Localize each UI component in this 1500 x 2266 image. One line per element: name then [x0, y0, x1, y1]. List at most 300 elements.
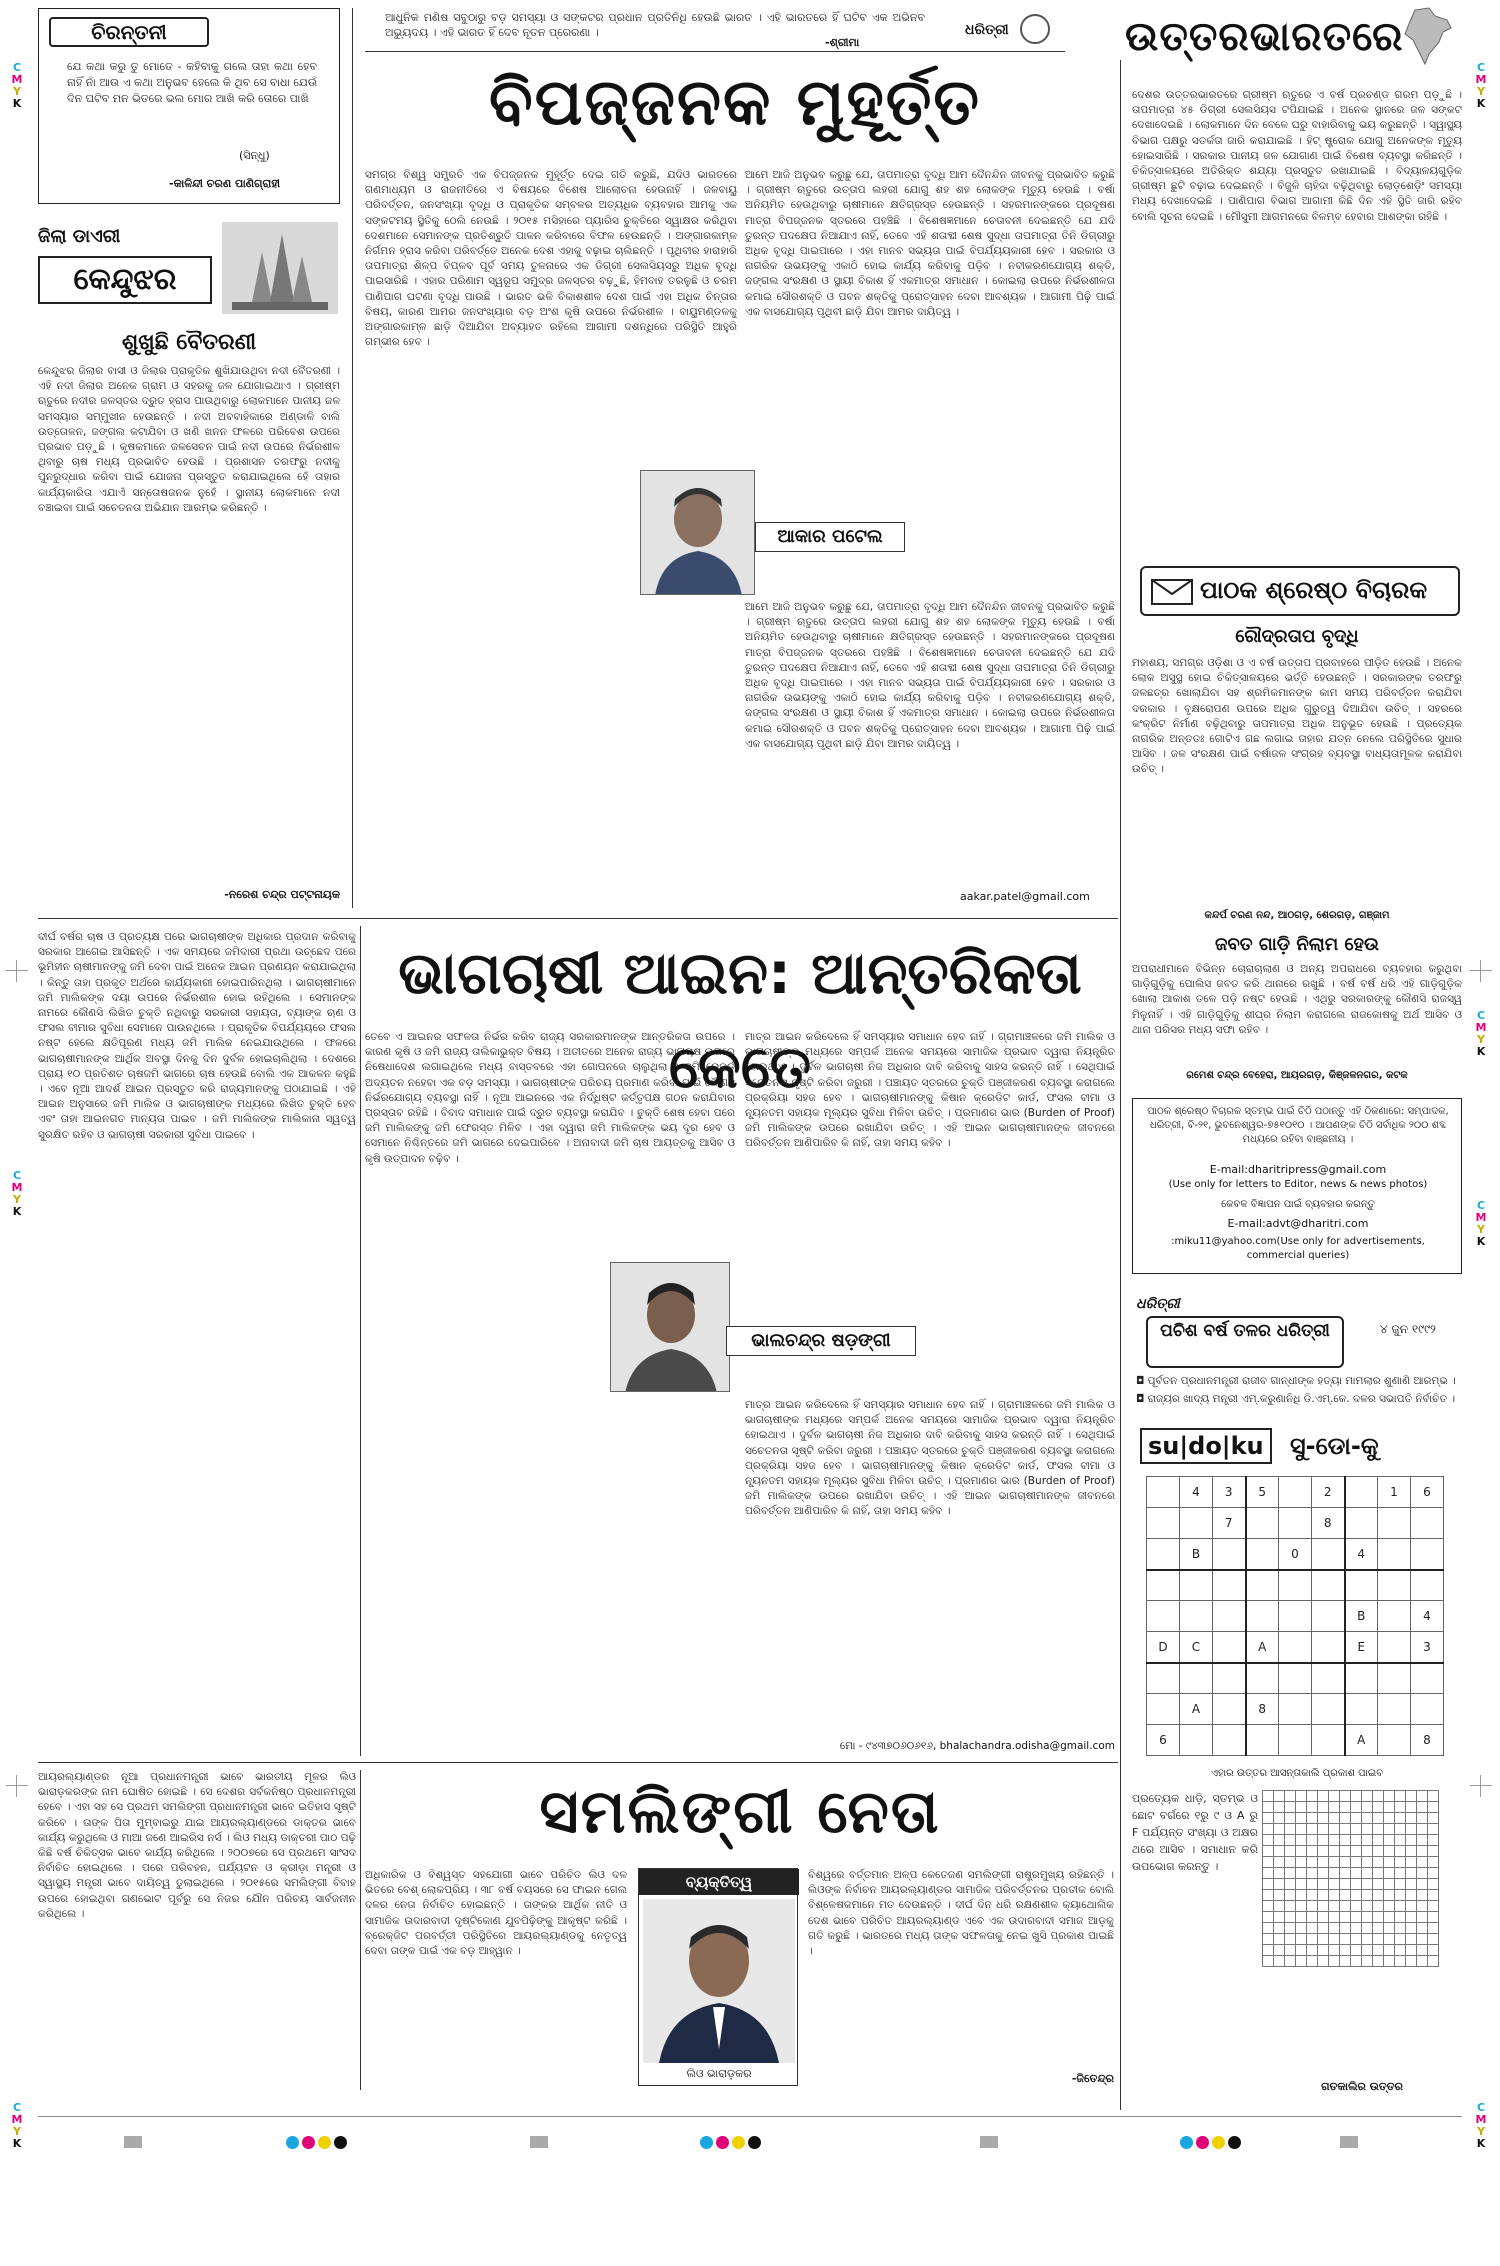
- answer-cell: [1362, 1846, 1373, 1857]
- answer-cell: [1285, 1824, 1296, 1835]
- answer-cell: [1307, 1912, 1318, 1923]
- sudoku-cell: B: [1180, 1539, 1213, 1570]
- answer-cell: [1263, 1802, 1274, 1813]
- top-strip-author: -ଶ୍ରୀମା: [825, 36, 860, 49]
- answer-cell: [1406, 1890, 1417, 1901]
- sudoku-cell: [1411, 1539, 1444, 1570]
- answer-cell: [1318, 1934, 1329, 1945]
- answer-cell: [1406, 1912, 1417, 1923]
- answer-cell: [1384, 1956, 1395, 1967]
- answer-cell: [1318, 1868, 1329, 1879]
- contact-email-misc[interactable]: :miku11@yahoo.com(Use only for advertisements, commercial queries): [1171, 1236, 1425, 1261]
- sudoku-cell: [1312, 1694, 1345, 1725]
- answer-cell: [1318, 1890, 1329, 1901]
- answer-cell: [1307, 1879, 1318, 1890]
- contact-advt-label: କେବଳ ବିଜ୍ଞାପନ ପାଇଁ ବ୍ୟବହାର କରନ୍ତୁ: [1221, 1199, 1375, 1210]
- sudoku-cell: 3: [1411, 1632, 1444, 1663]
- contact-email-advt[interactable]: E-mail:advt@dharitri.com: [1227, 1217, 1369, 1230]
- answer-cell: [1428, 1912, 1439, 1923]
- district-author: -ନରେଶ ଚନ୍ଦ୍ର ପଟ୍ଟନାୟକ: [224, 888, 340, 901]
- answer-cell: [1384, 1890, 1395, 1901]
- sudoku-cell: [1213, 1725, 1246, 1756]
- letter1-title: ରୌଦ୍ରତାପ ବୃଦ୍ଧି: [1235, 626, 1359, 647]
- masthead: [1125, 6, 1455, 86]
- sudoku-cell: [1246, 1725, 1279, 1756]
- letter2-body: ଅପରାଧୀମାନେ ବିଭିନ୍ନ ଚୋରାଚାଲାଣ ଓ ଅନ୍ୟ ଅପରାଧରେ ବ୍ୟବହାର କରୁଥିବା ଗାଡ଼ିଗୁଡ଼ିକୁ ପୋଲିସ ଜବତ କରି ଥାନାରେ ରଖୁଛି । ବର୍ଷ ବର୍ଷ ଧରି ଏହି ଗାଡ଼ିଗୁଡ଼ିକ ଖୋଲା ଆକାଶ ତଳେ ପଡ଼ି ନଷ୍ଟ ହେଉଛି । ଏଥିରୁ ସରକାରଙ୍କୁ କୌଣସି ରାଜସ୍ୱ ମିଳୁନାହିଁ । ଏହି ଗାଡ଼ିଗୁଡ଼ିକୁ ଶୀଘ୍ର ନିଲାମ କରାଗଲେ ରାଜକୋଷକୁ ଅର୍ଥ ଆସିବ ଓ ଥାନା ପରିସର ମଧ୍ୟ ସଫା ରହିବ ।: [1132, 963, 1462, 1036]
- editorial-col1: ସମଗ୍ର ବିଶ୍ୱ ସମ୍ପ୍ରତି ଏକ ବିପଜ୍ଜନକ ମୁହୂର୍ତ୍ତ ଦେଇ ଗତି କରୁଛି, ଯଦିଓ ଭାରତରେ ଗଣମାଧ୍ୟମ ଓ ରାଜନୀତିରେ ଏ ବିଷୟରେ ବିଶେଷ ଆଲୋଚନା ହେଉନାହିଁ । ଜଳବାୟୁ ପରିବର୍ତ୍ତନ, ଜନସଂଖ୍ୟା ବୃଦ୍ଧି ଓ ପ୍ରାକୃତିକ ସମ୍ବଳର ଅତ୍ୟଧିକ ବ୍ୟବହାର ଆମକୁ ଏକ ସଙ୍କଟମୟ ସ୍ଥିତିକୁ ଠେଲି ନେଉଛି । ୨୦୧୫ ମସିହାରେ ପ୍ୟାରିସ ଚୁକ୍ତିରେ ସ୍ୱାକ୍ଷର କରିଥିବା ଦେଶମାନେ ସେମାନଙ୍କ ପ୍ରତିଶ୍ରୁତି ପାଳନ କରିବାରେ ବିଫଳ ହେଉଛନ୍ତି । ଅଙ୍ଗାରକାମ୍ଳ ନିର୍ଗମନ ହ୍ରାସ କରିବା ପରିବର୍ତ୍ତେ ଅନେକ ଦେଶ ଏହାକୁ ବଢ଼ାଇ ଚାଲିଛନ୍ତି । ପୃଥିବୀର ହାରାହାରି ତାପମାତ୍ରା ଶିଳ୍ପ ବିପ୍ଳବ ପୂର୍ବ ସମୟ ତୁଳନାରେ ଏକ ଡିଗ୍ରୀ ସେଲସିୟସରୁ ଅଧିକ ବୃଦ୍ଧି ପାଇସାରିଛି । ଏହାର ପରିଣାମ ସ୍ୱରୂପ ସମୁଦ୍ର ଜଳସ୍ତର ବଢ଼ୁଛି, ହିମବାହ ତରଳୁଛି ଓ ଚରମ ପାଣିପାଗ ଘଟଣା ବୃଦ୍ଧି ପାଉଛି । ଭାରତ ଭଳି ବିକାଶଶୀଳ ଦେଶ ପାଇଁ ଏହା ଅଧିକ ଚିନ୍ତାର ବିଷୟ, କାରଣ ଆମର ଜନସଂଖ୍ୟାର ବଡ଼ ଅଂଶ କୃଷି ଉପରେ ନିର୍ଭରଶୀଳ । ବାୟୁମଣ୍ଡଳକୁ ଅଙ୍ଗାରକାମ୍ଳ ଛାଡ଼ି ଦିଆଯିବା ଅବ୍ୟାହତ ରହିଲେ ଆଗାମୀ ଦଶନ୍ଧିରେ ପରିସ୍ଥିତି ଆହୁରି ଗମ୍ଭୀର ହେବ ।: [365, 169, 737, 349]
- sudoku-cell: [1411, 1663, 1444, 1694]
- sudoku-cell: 6: [1147, 1725, 1180, 1756]
- answer-cell: [1373, 1934, 1384, 1945]
- sudoku-cell: [1180, 1663, 1213, 1694]
- answer-cell: [1307, 1857, 1318, 1868]
- answer-cell: [1340, 1857, 1351, 1868]
- answer-cell: [1329, 1835, 1340, 1846]
- answer-cell: [1384, 1802, 1395, 1813]
- sudoku-cell: [1378, 1508, 1411, 1539]
- answer-cell: [1362, 1923, 1373, 1934]
- answer-cell: [1395, 1945, 1406, 1956]
- answer-cell: [1340, 1802, 1351, 1813]
- answer-cell: [1384, 1934, 1395, 1945]
- sudoku-cell: 1: [1378, 1477, 1411, 1508]
- answer-cell: [1329, 1824, 1340, 1835]
- answer-cell: [1384, 1835, 1395, 1846]
- emblem-icon: [1020, 14, 1050, 44]
- answer-cell: [1263, 1857, 1274, 1868]
- answer-cell: [1406, 1923, 1417, 1934]
- sudoku-cell: [1378, 1725, 1411, 1756]
- answer-cell: [1296, 1857, 1307, 1868]
- sudoku-answer-grid: [1262, 1790, 1439, 1967]
- answer-cell: [1395, 1879, 1406, 1890]
- answer-cell: [1384, 1868, 1395, 1879]
- sudoku-header: [1140, 1428, 1460, 1468]
- sudoku-title-odia: ସୁ-ଡୋ-କୁ: [1290, 1432, 1379, 1460]
- answer-cell: [1285, 1813, 1296, 1824]
- answer-cell: [1329, 1868, 1340, 1879]
- sudoku-cell: 4: [1345, 1539, 1378, 1570]
- answer-cell: [1285, 1846, 1296, 1857]
- answer-cell: [1318, 1835, 1329, 1846]
- answer-cell: [1329, 1857, 1340, 1868]
- sudoku-cell: [1279, 1663, 1312, 1694]
- answer-cell: [1329, 1923, 1340, 1934]
- leader-label: ବ୍ୟକ୍ତିତ୍ୱ: [639, 1869, 799, 1895]
- answer-cell: [1351, 1813, 1362, 1824]
- answer-cell: [1362, 1912, 1373, 1923]
- sudoku-cell: [1180, 1570, 1213, 1601]
- letter1-body: ମହାଶୟ, ସମଗ୍ର ଓଡ଼ିଶା ଓ ଏ ବର୍ଷ ଉତ୍ତାପ ପ୍ରବାହରେ ପୀଡ଼ିତ ହେଉଛି । ଅନେକ ଲୋକ ଅସୁସ୍ଥ ହୋଇ ଚିକିତ୍ସାଳୟରେ ଭର୍ତ୍ତି ହେଉଛନ୍ତି । ସରକାରଙ୍କ ତରଫରୁ ଜଳଛତ୍ର ଖୋଲାଯିବା ସହ ଶ୍ରମିକମାନଙ୍କ କାମ ସମୟ ପରିବର୍ତ୍ତନ କରାଯିବା ଦରକାର । ବୃକ୍ଷରୋପଣ ଉପରେ ଅଧିକ ଗୁରୁତ୍ୱ ଦିଆଯିବା ଉଚିତ୍ । ସହରରେ କଂକ୍ରିଟ ନିର୍ମାଣ ବଢ଼ିଥିବାରୁ ତାପମାତ୍ରା ଅଧିକ ଅନୁଭୂତ ହେଉଛି । ପ୍ରତ୍ୟେକ ନାଗରିକ ଅନ୍ତତଃ ଗୋଟିଏ ଗଛ ଲଗାଇ ତାହାର ଯତ୍ନ ନେଲେ ପରିସ୍ଥିତିରେ ସୁଧାର ଆସିବ । ଜଳ ସଂରକ୍ଷଣ ପାଇଁ ବର୍ଷାଜଳ ସଂଗ୍ରହ ବ୍ୟବସ୍ଥା ବାଧ୍ୟତାମୂଳକ କରାଯିବା ଉଚିତ୍ ।: [1132, 657, 1462, 776]
- answer-cell: [1274, 1923, 1285, 1934]
- leader-left-col: ଆୟରଲ୍ୟାଣ୍ଡର ନୂଆ ପ୍ରଧାନମନ୍ତ୍ରୀ ଭାବେ ଭାରତୀୟ ମୂଳର ଲିଓ ଭାରାଡ଼କରଙ୍କ ନାମ ଘୋଷିତ ହୋଇଛି । ସେ ଦେଶର ସର୍ବକନିଷ୍ଠ ପ୍ରଧାନମନ୍ତ୍ରୀ ହେବେ । ଏହା ସହ ସେ ପ୍ରଥମ ସମଲିଙ୍ଗୀ ପ୍ରଧାନମନ୍ତ୍ରୀ ଭାବେ ଇତିହାସ ସୃଷ୍ଟି କରିବେ । ତାଙ୍କ ପିତା ମୁମ୍ବାଇରୁ ଯାଇ ଆୟରଲ୍ୟାଣ୍ଡରେ ଡାକ୍ତର ଭାବେ କାର୍ଯ୍ୟ କରୁଥିଲେ ଓ ମାଆ ଜଣେ ଆଇରିସ ନର୍ସ । ଲିଓ ମଧ୍ୟ ଡାକ୍ତରୀ ପାଠ ପଢ଼ି କିଛି ବର୍ଷ ଚିକିତ୍ସକ ଭାବେ କାର୍ଯ୍ୟ କରିଥିଲେ । ୨୦୦୭ରେ ସେ ପ୍ରଥମେ ସାଂସଦ ନିର୍ବାଚିତ ହୋଇଥିଲେ । ପରେ ପରିବହନ, ପର୍ଯ୍ୟଟନ ଓ କ୍ରୀଡ଼ା ମନ୍ତ୍ରୀ ଓ ସ୍ୱାସ୍ଥ୍ୟ ମନ୍ତ୍ରୀ ଭାବେ ଦାୟିତ୍ୱ ତୁଲାଇଥିଲେ । ୨୦୧୫ରେ ସମଲିଙ୍ଗୀ ବିବାହ ଉପରେ ହୋଇଥିବା ଗଣଭୋଟ ପୂର୍ବରୁ ସେ ନିଜର ଯୌନ ପରିଚୟ ସାର୍ବଜନୀନ କରିଥିଲେ ।: [38, 1771, 356, 1920]
- district-body: କେନ୍ଦୁଝର ଜିଲାର ବାସୀ ଓ ଜିଲାର ପ୍ରାକୃତିକ ଶୁଖିଯାଉଥିବା ନଦୀ ବୈତରଣୀ । ଏହି ନଦୀ ଜିଲାର ଅନେକ ଗ୍ରାମ ଓ ସହରକୁ ଜଳ ଯୋଗାଇଥାଏ । ଗ୍ରୀଷ୍ମ ଋତୁରେ ନଦୀର ଜଳସ୍ତର ଦ୍ରୁତ ହ୍ରାସ ପାଉଥିବାରୁ ଲୋକମାନେ ପାନୀୟ ଜଳ ସମସ୍ୟାର ସମ୍ମୁଖୀନ ହେଉଛନ୍ତି । ନଦୀ ଅବବାହିକାରେ ଅଣ୍ଡାଳି ବାଲି ଉତ୍ତୋଳନ, ଜଙ୍ଗଲ କଟାଯିବା ଓ ଖଣି ଖନନ ଫଳରେ ପରିବେଶ ଉପରେ ପ୍ରଭାବ ପଡ଼ୁଛି । କୃଷକମାନେ ଜଳସେଚନ ପାଇଁ ନଦୀ ଉପରେ ନିର୍ଭରଶୀଳ ଥିବାରୁ ଚାଷ ମଧ୍ୟ ପ୍ରଭାବିତ ହେଉଛି । ପ୍ରଶାସନ ତରଫରୁ ନଦୀକୁ ପୁନରୁଦ୍ଧାର କରିବା ପାଇଁ ଯୋଜନା ପ୍ରସ୍ତୁତ କରାଯାଇଥିଲେ ହେଁ ତାହାର କାର୍ଯ୍ୟକାରିତା ଏଯାଏଁ ସନ୍ତୋଷଜନକ ନୁହେଁ । ସ୍ଥାନୀୟ ଲୋକମାନେ ନଦୀ ବଞ୍ଚାଇବା ପାଇଁ ସଚେତନତା ଅଭିଯାନ ଆରମ୍ଭ କରିଛନ୍ତି ।: [38, 365, 340, 514]
- answer-cell: [1428, 1879, 1439, 1890]
- answer-cell: [1263, 1901, 1274, 1912]
- answer-cell: [1362, 1879, 1373, 1890]
- sudoku-cell: C: [1180, 1632, 1213, 1663]
- answer-cell: [1263, 1868, 1274, 1879]
- answer-cell: [1307, 1802, 1318, 1813]
- sudoku-cell: [1378, 1539, 1411, 1570]
- answer-cell: [1351, 1934, 1362, 1945]
- answer-cell: [1318, 1857, 1329, 1868]
- answer-cell: [1296, 1791, 1307, 1802]
- farming-author: ଭାଲଚନ୍ଦ୍ର ଷଡ଼ଙ୍ଗୀ: [726, 1326, 916, 1356]
- answer-cell: [1351, 1956, 1362, 1967]
- sudoku-grid: [1146, 1476, 1444, 1756]
- answer-cell: [1362, 1890, 1373, 1901]
- sudoku-cell: [1345, 1663, 1378, 1694]
- answer-cell: [1373, 1857, 1384, 1868]
- sudoku-cell: 8: [1246, 1694, 1279, 1725]
- sudoku-cell: [1279, 1632, 1312, 1663]
- sudoku-cell: 8: [1411, 1725, 1444, 1756]
- answer-cell: [1417, 1945, 1428, 1956]
- farming-left-col: ଦୀର୍ଘ ବର୍ଷର ଚାଷ ଓ ପ୍ରତ୍ୟକ୍ଷ ପରେ ଭାଗଚାଷୀଙ୍କ ଅଧିକାର ପ୍ରଦାନ କରିବାକୁ ସରକାର ଆଗେଇ ଆସିଛନ୍ତି । ଏକ ସମୟରେ ଜମିଦାରୀ ପ୍ରଥା ଉଚ୍ଛେଦ ପରେ ଭୂମିହୀନ ଚାଷୀମାନଙ୍କୁ ଜମି ଦେବା ପାଇଁ ଅନେକ ଆଇନ ପ୍ରଣୟନ କରାଯାଇଥିଲା । କିନ୍ତୁ ତାହା ପ୍ରକୃତ ଅର୍ଥରେ କାର୍ଯ୍ୟକାରୀ ହୋଇପାରିନଥିଲା । ଭାଗଚାଷୀମାନେ ଜମି ମାଲିକଙ୍କ ଦୟା ଉପରେ ନିର୍ଭରଶୀଳ ହୋଇ ରହିଥିଲେ । ସେମାନଙ୍କ ନାମରେ କୌଣସି ଲିଖିତ ଚୁକ୍ତି ନଥିବାରୁ ସରକାରୀ ସହାୟତା, ବ୍ୟାଙ୍କ ଋଣ ଓ ଫସଲ ବୀମାର ସୁବିଧା ସେମାନେ ପାଉନଥିଲେ । ପ୍ରାକୃତିକ ବିପର୍ଯ୍ୟୟରେ ଫସଲ ନଷ୍ଟ ହେଲେ କ୍ଷତିପୂରଣ ମଧ୍ୟ ଜମି ମାଲିକ ନେଇଯାଉଥିଲେ । ଫଳରେ ଭାଗଚାଷୀମାନଙ୍କ ଆର୍ଥିକ ଅବସ୍ଥା ଦିନକୁ ଦିନ ଦୁର୍ବଳ ହୋଇଚାଲିଥିଲା । ଦେଶରେ ପ୍ରାୟ ୧୦ ପ୍ରତିଶତ ଚାଷଜମି ଭାଗରେ ଚାଷ ହେଉଛି ବୋଲି ଏକ ଆକଳନ କହୁଛି । ଏବେ ନୂଆ ଆଦର୍ଶ ଆଇନ ପ୍ରସ୍ତୁତ କରି ରାଜ୍ୟମାନଙ୍କୁ ପଠାଯାଇଛି । ଏହି ଆଇନ ଅନୁସାରେ ଜମି ମାଲିକ ଓ ଭାଗଚାଷୀଙ୍କ ମଧ୍ୟରେ ଲିଖିତ ଚୁକ୍ତି ହେବ ଏବଂ ତାହା ଆଇନଗତ ମାନ୍ୟତା ପାଇବ । ଜମି ମାଲିକଙ୍କ ମାଲିକାନା ସ୍ୱତ୍ୱ ସୁରକ୍ଷିତ ରହିବ ଓ ଭାଗଚାଷୀ ସରକାରୀ ସୁବିଧା ପାଇବେ ।: [38, 931, 356, 1141]
- sudoku-footnote: ଏହାର ଉତ୍ତର ଆସନ୍ତାକାଲି ପ୍ରକାଶ ପାଇବ: [1210, 1768, 1384, 1779]
- answer-cell: [1285, 1857, 1296, 1868]
- answer-cell: [1296, 1879, 1307, 1890]
- answer-cell: [1274, 1890, 1285, 1901]
- sudoku-cell: [1345, 1694, 1378, 1725]
- editorial-headline: ବିପଜ୍ଜନକ ମୁହୂର୍ତ୍ତ: [488, 66, 982, 140]
- answer-cell: [1384, 1923, 1395, 1934]
- registration-mark: [1470, 960, 1492, 982]
- answer-cell: [1428, 1802, 1439, 1813]
- answer-cell: [1285, 1901, 1296, 1912]
- cmyk-mark: C M Y K: [11, 1169, 23, 1218]
- answer-cell: [1263, 1791, 1274, 1802]
- author-photo-bhalachandra: [610, 1262, 730, 1392]
- answer-cell: [1362, 1835, 1373, 1846]
- answer-cell: [1329, 1934, 1340, 1945]
- answer-cell: [1395, 1846, 1406, 1857]
- answer-cell: [1307, 1824, 1318, 1835]
- sudoku-cell: [1180, 1508, 1213, 1539]
- answer-cell: [1296, 1846, 1307, 1857]
- flashback-title: ପଚିଶ ବର୍ଷ ତଳର ଧରିତ୍ରୀ: [1146, 1316, 1344, 1368]
- answer-cell: [1373, 1813, 1384, 1824]
- answer-cell: [1340, 1934, 1351, 1945]
- answer-cell: [1329, 1912, 1340, 1923]
- answer-cell: [1406, 1835, 1417, 1846]
- answer-cell: [1406, 1901, 1417, 1912]
- answer-cell: [1362, 1901, 1373, 1912]
- answer-cell: [1307, 1868, 1318, 1879]
- answer-cell: [1340, 1890, 1351, 1901]
- sudoku-cell: [1147, 1477, 1180, 1508]
- leader-right-col: ବିଶ୍ୱରେ ବର୍ତ୍ତମାନ ଅଳ୍ପ କେତେଜଣ ସମଲିଙ୍ଗୀ ରାଷ୍ଟ୍ରମୁଖ୍ୟ ରହିଛନ୍ତି । ଲିଓଙ୍କ ନିର୍ବାଚନ ଆୟରଲ୍ୟାଣ୍ଡର ସାମାଜିକ ପରିବର୍ତ୍ତନର ପ୍ରତୀକ ବୋଲି ବିଶ୍ଳେଷକମାନେ ମତ ଦେଉଛନ୍ତି । ଦୀର୍ଘ ଦିନ ଧରି ରକ୍ଷଣଶୀଳ କ୍ୟାଥୋଲିକ ଦେଶ ଭାବେ ପରିଚିତ ଆୟରଲ୍ୟାଣ୍ଡ ଏବେ ଏକ ଉଦାରବାଦୀ ସମାଜ ଆଡ଼କୁ ଗତି କରୁଛି । ଭାରତରେ ମଧ୍ୟ ତାଙ୍କ ସଫଳତାକୁ ନେଇ ଖୁସି ପ୍ରକାଶ ପାଇଛି ।: [808, 1869, 1114, 1958]
- leader-photo: [643, 1899, 795, 2063]
- sudoku-cell: B: [1345, 1601, 1378, 1632]
- masthead-title: ଉତ୍ତରଭାରତରେ: [1125, 14, 1404, 60]
- answer-cell: [1340, 1956, 1351, 1967]
- answer-cell: [1373, 1923, 1384, 1934]
- answer-cell: [1351, 1835, 1362, 1846]
- answer-cell: [1340, 1923, 1351, 1934]
- answer-cell: [1307, 1835, 1318, 1846]
- sudoku-cell: [1147, 1508, 1180, 1539]
- answer-cell: [1274, 1912, 1285, 1923]
- contact-box: [1132, 1098, 1462, 1274]
- answer-cell: [1318, 1923, 1329, 1934]
- district-name: କେନ୍ଦୁଝର: [38, 256, 212, 304]
- registration-mark: [1470, 1775, 1492, 1797]
- answer-cell: [1340, 1901, 1351, 1912]
- answer-cell: [1417, 1857, 1428, 1868]
- answer-cell: [1285, 1868, 1296, 1879]
- sudoku-cell: [1411, 1508, 1444, 1539]
- flashback-date: ୪ ଜୁନ ୧୯୯୨: [1379, 1322, 1437, 1336]
- answer-cell: [1384, 1857, 1395, 1868]
- leader-mid-col: ଅଧିକାରିକ ଓ ବିଶ୍ୱସ୍ତ ସହଯୋଗୀ ଭାବେ ପରିଚିତ ଲିଓ ଦଳ ଭିତରେ ବେଶ୍ ଲୋକପ୍ରିୟ । ୩୮ ବର୍ଷ ବୟସରେ ସେ ଫାଇନ ଗେଲ ଦଳର ନେତା ନିର୍ବାଚିତ ହୋଇଛନ୍ତି । ତାଙ୍କର ଆର୍ଥିକ ନୀତି ଓ ସାମାଜିକ ଉଦାରବାଦୀ ଦୃଷ୍ଟିକୋଣ ଯୁବପିଢ଼ିଙ୍କୁ ଆକୃଷ୍ଟ କରିଛି । ବ୍ରେକ୍ଜିଟ ପରବର୍ତ୍ତୀ ପରିସ୍ଥିତିରେ ଆୟରଲ୍ୟାଣ୍ଡକୁ ନେତୃତ୍ୱ ଦେବା ତାଙ୍କ ପାଇଁ ଏକ ବଡ଼ ଆହ୍ୱାନ ।: [365, 1869, 627, 1958]
- sudoku-cell: [1147, 1694, 1180, 1725]
- answer-cell: [1340, 1813, 1351, 1824]
- leader-photo-caption: ଲିଓ ଭାରାଡ଼କର: [686, 2067, 752, 2080]
- answer-cell: [1395, 1901, 1406, 1912]
- answer-cell: [1340, 1868, 1351, 1879]
- answer-cell: [1274, 1901, 1285, 1912]
- registration-mark: [6, 1775, 28, 1797]
- sudoku-cell: 3: [1213, 1477, 1246, 1508]
- answer-cell: [1274, 1835, 1285, 1846]
- sudoku-cell: [1312, 1539, 1345, 1570]
- answer-cell: [1285, 1890, 1296, 1901]
- sudoku-cell: [1213, 1663, 1246, 1694]
- sudoku-cell: 8: [1312, 1508, 1345, 1539]
- answer-cell: [1406, 1813, 1417, 1824]
- answer-cell: [1351, 1890, 1362, 1901]
- answer-cell: [1373, 1945, 1384, 1956]
- answer-cell: [1373, 1802, 1384, 1813]
- answer-cell: [1318, 1846, 1329, 1857]
- answer-cell: [1395, 1802, 1406, 1813]
- answer-cell: [1428, 1890, 1439, 1901]
- answer-cell: [1428, 1923, 1439, 1934]
- answer-cell: [1395, 1890, 1406, 1901]
- answer-cell: [1274, 1857, 1285, 1868]
- sudoku-cell: [1312, 1570, 1345, 1601]
- answer-cell: [1395, 1857, 1406, 1868]
- answer-cell: [1384, 1846, 1395, 1857]
- answer-cell: [1428, 1813, 1439, 1824]
- leader-author: -ଜିତେନ୍ଦ୍ର: [1071, 2072, 1114, 2085]
- answer-cell: [1428, 1901, 1439, 1912]
- answer-cell: [1373, 1824, 1384, 1835]
- sudoku-cell: 0: [1279, 1539, 1312, 1570]
- editorial-col2-top: ଆମେ ଆଜି ଅନୁଭବ କରୁଛୁ ଯେ, ତାପମାତ୍ରା ବୃଦ୍ଧି ଆମ ଦୈନନ୍ଦିନ ଜୀବନକୁ ପ୍ରଭାବିତ କରୁଛି । ଗ୍ରୀଷ୍ମ ଋତୁରେ ଉତ୍ତାପ ଲହରୀ ଯୋଗୁ ଶହ ଶହ ଲୋକଙ୍କ ମୃତ୍ୟୁ ହେଉଛି । ବର୍ଷା ଅନିୟମିତ ହେଉଥିବାରୁ ଚାଷୀମାନେ କ୍ଷତିଗ୍ରସ୍ତ ହେଉଛନ୍ତି । ସହରମାନଙ୍କରେ ପ୍ରଦୂଷଣ ମାତ୍ରା ବିପଜ୍ଜନକ ସ୍ତରରେ ପହଞ୍ଚିଛି । ବିଶେଷଜ୍ଞମାନେ ଚେତାବନୀ ଦେଇଛନ୍ତି ଯେ ଯଦି ତୁରନ୍ତ ପଦକ୍ଷେପ ନିଆଯାଏ ନାହିଁ, ତେବେ ଏହି ଶତାବ୍ଦୀ ଶେଷ ସୁଦ୍ଧା ତାପମାତ୍ରା ତିନି ଡିଗ୍ରୀରୁ ଅଧିକ ବୃଦ୍ଧି ପାଇପାରେ । ଏହା ମାନବ ସଭ୍ୟତା ପାଇଁ ବିପର୍ଯ୍ୟୟକାରୀ ହେବ । ସରକାର ଓ ନାଗରିକ ଉଭୟଙ୍କୁ ଏକାଠି ହୋଇ କାର୍ଯ୍ୟ କରିବାକୁ ପଡ଼ିବ । ନବୀକରଣଯୋଗ୍ୟ ଶକ୍ତି, ଜଙ୍ଗଲ ସଂରକ୍ଷଣ ଓ ସ୍ଥାୟୀ ବିକାଶ ହିଁ ଏକମାତ୍ର ସମାଧାନ । କୋଇଲା ଉପରେ ନିର୍ଭରଶୀଳତା କମାଇ ସୌରଶକ୍ତି ଓ ପବନ ଶକ୍ତିକୁ ପ୍ରୋତ୍ସାହନ ଦେବା ଆବଶ୍ୟକ । ଆଗାମୀ ପିଢ଼ି ପାଇଁ ଏକ ବାସଯୋଗ୍ୟ ପୃଥିବୀ ଛାଡ଼ି ଯିବା ଆମର ଦାୟିତ୍ୱ ।: [745, 169, 1115, 318]
- sudoku-cell: [1279, 1508, 1312, 1539]
- answer-cell: [1307, 1945, 1318, 1956]
- sudoku-cell: [1246, 1601, 1279, 1632]
- answer-cell: [1285, 1956, 1296, 1967]
- answer-cell: [1351, 1912, 1362, 1923]
- answer-cell: [1274, 1791, 1285, 1802]
- answer-cell: [1329, 1901, 1340, 1912]
- sudoku-cell: [1312, 1632, 1345, 1663]
- answer-cell: [1351, 1802, 1362, 1813]
- sudoku-cell: A: [1246, 1632, 1279, 1663]
- answer-cell: [1307, 1791, 1318, 1802]
- answer-cell: [1406, 1945, 1417, 1956]
- answer-cell: [1285, 1802, 1296, 1813]
- answer-cell: [1373, 1901, 1384, 1912]
- answer-cell: [1296, 1802, 1307, 1813]
- answer-cell: [1340, 1912, 1351, 1923]
- answer-cell: [1417, 1846, 1428, 1857]
- quote-box: [38, 8, 340, 204]
- answer-cell: [1406, 1846, 1417, 1857]
- cmyk-mark: C M Y K: [1475, 2101, 1487, 2150]
- answer-cell: [1274, 1824, 1285, 1835]
- answer-cell: [1362, 1802, 1373, 1813]
- sudoku-cell: [1378, 1663, 1411, 1694]
- sudoku-cell: [1213, 1632, 1246, 1663]
- sudoku-cell: [1345, 1570, 1378, 1601]
- sudoku-cell: [1312, 1663, 1345, 1694]
- answer-cell: [1307, 1846, 1318, 1857]
- answer-cell: [1428, 1846, 1439, 1857]
- letter1-author: କନ୍ଦର୍ପ ଚରଣ ନନ୍ଦ, ଆଠଗଡ଼, ଶେରଗଡ଼, ଗଞ୍ଜାମ: [1204, 910, 1390, 921]
- answer-cell: [1351, 1791, 1362, 1802]
- answer-cell: [1318, 1956, 1329, 1967]
- quote-author: -କାଳିନ୍ଦୀ ଚରଣ ପାଣିଗ୍ରାହୀ: [169, 177, 281, 190]
- answer-cell: [1318, 1945, 1329, 1956]
- answer-cell: [1373, 1890, 1384, 1901]
- answer-cell: [1285, 1934, 1296, 1945]
- answer-cell: [1329, 1945, 1340, 1956]
- answer-cell: [1384, 1879, 1395, 1890]
- answer-cell: [1373, 1912, 1384, 1923]
- answer-cell: [1362, 1857, 1373, 1868]
- answer-cell: [1417, 1835, 1428, 1846]
- sudoku-cell: [1213, 1570, 1246, 1601]
- answer-cell: [1428, 1824, 1439, 1835]
- answer-cell: [1417, 1956, 1428, 1967]
- answer-cell: [1362, 1791, 1373, 1802]
- answer-cell: [1307, 1934, 1318, 1945]
- answer-cell: [1351, 1868, 1362, 1879]
- sudoku-cell: [1246, 1539, 1279, 1570]
- answer-cell: [1340, 1824, 1351, 1835]
- answer-cell: [1351, 1945, 1362, 1956]
- answer-cell: [1318, 1901, 1329, 1912]
- cmyk-mark: C M Y K: [11, 61, 23, 110]
- top-strip: [365, 8, 1065, 52]
- answer-cell: [1373, 1956, 1384, 1967]
- answer-cell: [1285, 1835, 1296, 1846]
- sudoku-rules: ପ୍ରତ୍ୟେକ ଧାଡ଼ି, ସ୍ତମ୍ଭ ଓ ଛୋଟ ବର୍ଗରେ ୧ରୁ ୯ ଓ A ରୁ F ପର୍ଯ୍ୟନ୍ତ ସଂଖ୍ୟା ଓ ଅକ୍ଷର ଥରେ ଆସିବ । ସମାଧାନ କରି ଉପଭୋଗ କରନ୍ତୁ ।: [1132, 1792, 1258, 1873]
- sudoku-cell: 6: [1411, 1477, 1444, 1508]
- answer-cell: [1384, 1901, 1395, 1912]
- answer-cell: [1274, 1945, 1285, 1956]
- answer-cell: [1329, 1879, 1340, 1890]
- cmyk-mark: C M Y K: [11, 2101, 23, 2150]
- answer-cell: [1373, 1791, 1384, 1802]
- quote-source: (ସିନ୍ଧୁ): [239, 149, 270, 162]
- answer-cell: [1417, 1791, 1428, 1802]
- answer-cell: [1307, 1956, 1318, 1967]
- sudoku-cell: E: [1345, 1632, 1378, 1663]
- answer-cell: [1395, 1912, 1406, 1923]
- answer-cell: [1296, 1813, 1307, 1824]
- answer-cell: [1351, 1901, 1362, 1912]
- registration-mark: [6, 960, 28, 982]
- answer-cell: [1340, 1945, 1351, 1956]
- answer-cell: [1285, 1791, 1296, 1802]
- sudoku-cell: [1279, 1601, 1312, 1632]
- color-calibration-bar: [0, 2132, 1500, 2156]
- answer-cell: [1285, 1923, 1296, 1934]
- top-strip-text: ଆଧୁନିକ ମଣିଷ ସବୁଠାରୁ ବଡ଼ ସମସ୍ୟା ଓ ସଙ୍କଟର ପ୍ରଧାନ ପ୍ରତିନିଧି ହେଉଛି ଭାରତ । ଏହି ଭାରତରେ ହିଁ ଘଟିବ ଏକ ଅଭିନବ ଅଭ୍ୟୁଦୟ । ଏହି ଭାରତ ହିଁ ଦେବ ନୂତନ ପ୍ରେରଣା ।: [385, 11, 925, 39]
- answer-cell: [1395, 1791, 1406, 1802]
- answer-cell: [1417, 1890, 1428, 1901]
- answer-cell: [1351, 1846, 1362, 1857]
- sudoku-cell: [1345, 1477, 1378, 1508]
- sudoku-answer-label: ଗତକାଲିର ଉତ୍ତର: [1321, 2080, 1403, 2093]
- answer-cell: [1274, 1802, 1285, 1813]
- sudoku-cell: 5: [1246, 1477, 1279, 1508]
- answer-cell: [1373, 1879, 1384, 1890]
- answer-cell: [1296, 1868, 1307, 1879]
- answer-cell: [1274, 1934, 1285, 1945]
- answer-cell: [1406, 1879, 1417, 1890]
- answer-cell: [1329, 1802, 1340, 1813]
- answer-cell: [1395, 1835, 1406, 1846]
- contact-email-editor[interactable]: E-mail:dharitripress@gmail.com: [1209, 1163, 1387, 1176]
- answer-cell: [1263, 1835, 1274, 1846]
- answer-cell: [1263, 1890, 1274, 1901]
- sudoku-cell: [1180, 1725, 1213, 1756]
- answer-cell: [1296, 1934, 1307, 1945]
- sudoku-cell: [1312, 1725, 1345, 1756]
- sudoku-cell: [1279, 1694, 1312, 1725]
- answer-cell: [1373, 1846, 1384, 1857]
- sudoku-cell: [1246, 1663, 1279, 1694]
- sudoku-cell: [1378, 1570, 1411, 1601]
- answer-cell: [1428, 1956, 1439, 1967]
- answer-cell: [1307, 1813, 1318, 1824]
- district-diary-label: ଜିଲା ଡାଏରୀ: [38, 226, 121, 247]
- answer-cell: [1329, 1813, 1340, 1824]
- answer-cell: [1351, 1879, 1362, 1890]
- answer-cell: [1417, 1813, 1428, 1824]
- sudoku-cell: [1279, 1477, 1312, 1508]
- answer-cell: [1406, 1934, 1417, 1945]
- farming-right-col-top: ମାତ୍ର ଆଇନ କରିଦେଲେ ହିଁ ସମସ୍ୟାର ସମାଧାନ ହେବ ନାହିଁ । ଗ୍ରାମାଞ୍ଚଳରେ ଜମି ମାଲିକ ଓ ଭାଗଚାଷୀଙ୍କ ମଧ୍ୟରେ ସମ୍ପର୍କ ଅନେକ ସମୟରେ ସାମାଜିକ ପ୍ରଭାବ ଦ୍ୱାରା ନିୟନ୍ତ୍ରିତ ହୋଇଥାଏ । ଦୁର୍ବଳ ଭାଗଚାଷୀ ନିଜ ଅଧିକାର ଦାବି କରିବାକୁ ସାହସ କରନ୍ତି ନାହିଁ । ସେଥିପାଇଁ ସଚେତନତା ସୃଷ୍ଟି କରିବା ଜରୁରୀ । ପଞ୍ଚାୟତ ସ୍ତରରେ ଚୁକ୍ତି ପଞ୍ଜୀକରଣ ବ୍ୟବସ୍ଥା କରାଗଲେ ପ୍ରକ୍ରିୟା ସହଜ ହେବ । ଭାଗଚାଷୀମାନଙ୍କୁ କିଷାନ କ୍ରେଡିଟ କାର୍ଡ, ଫସଲ ବୀମା ଓ ନ୍ୟୂନତମ ସହାୟକ ମୂଲ୍ୟର ସୁବିଧା ମିଳିବା ଉଚିତ୍ । ପ୍ରମାଣର ଭାର (Burden of Proof) ଜମି ମାଲିକଙ୍କ ଉପରେ ରଖାଯିବା ଉଚିତ୍ । ଏହି ଆଇନ ଭାଗଚାଷୀମାନଙ୍କ ଜୀବନରେ ପରିବର୍ତ୍ତନ ଆଣିପାରିବ କି ନାହିଁ, ତାହା ସମୟ କହିବ ।: [745, 1031, 1115, 1150]
- answer-cell: [1417, 1901, 1428, 1912]
- answer-cell: [1417, 1923, 1428, 1934]
- farming-contact: ମୋ - ୯୪୩୭୦୬୦୬୧୬, bhalachandra.odisha@gmail.com: [839, 1740, 1115, 1752]
- editorial-email: aakar.patel@gmail.com: [960, 890, 1090, 903]
- answer-cell: [1318, 1791, 1329, 1802]
- answer-cell: [1395, 1813, 1406, 1824]
- sudoku-title-latin: su|do|ku: [1140, 1428, 1272, 1464]
- district-diary-header: [38, 222, 340, 318]
- answer-cell: [1406, 1824, 1417, 1835]
- answer-cell: [1384, 1912, 1395, 1923]
- answer-cell: [1296, 1923, 1307, 1934]
- answer-cell: [1296, 1945, 1307, 1956]
- sudoku-cell: 4: [1180, 1477, 1213, 1508]
- answer-cell: [1362, 1934, 1373, 1945]
- answer-cell: [1417, 1802, 1428, 1813]
- india-map-icon: [1395, 6, 1455, 66]
- sudoku-cell: D: [1147, 1632, 1180, 1663]
- answer-cell: [1417, 1912, 1428, 1923]
- sudoku-cell: [1147, 1663, 1180, 1694]
